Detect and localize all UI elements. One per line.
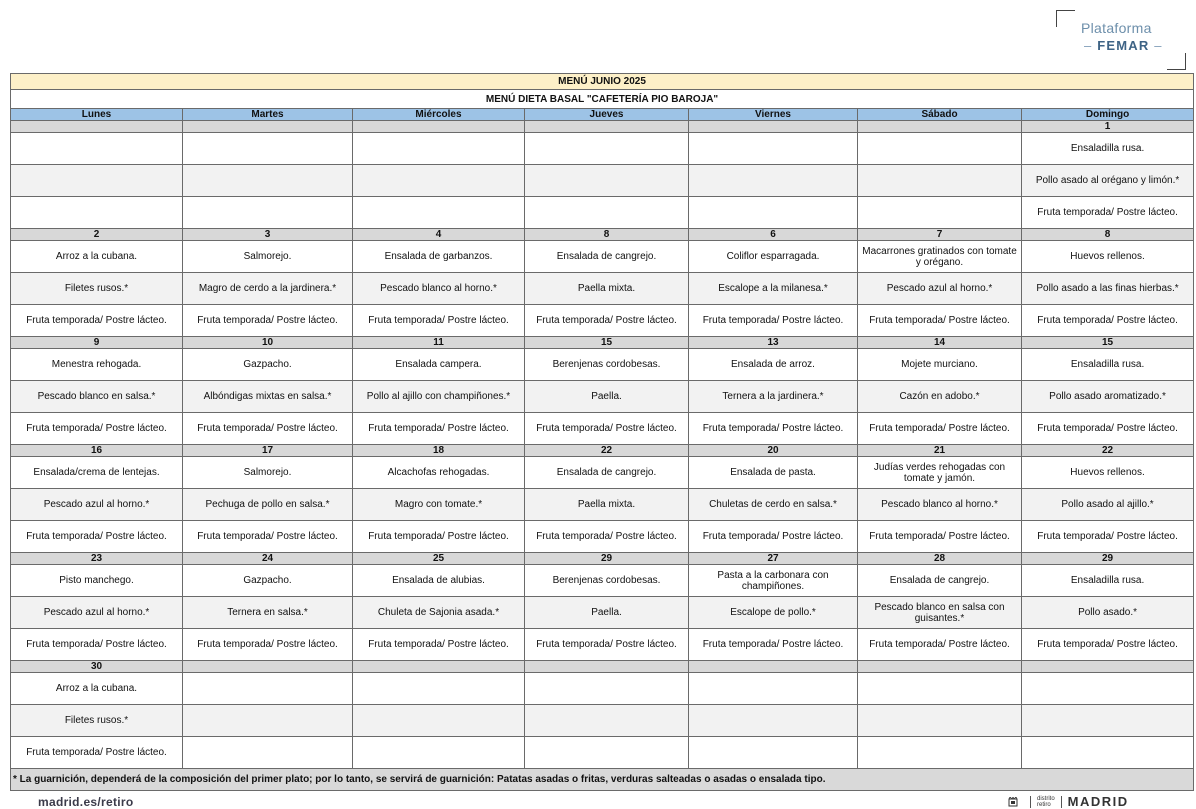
garnish-note: * La guarnición, dependerá de la composición del primer plato; por lo tanto, se servirá de guarnición: Patatas asadas o fritas, verduras salteadas o asadas o ensalada tipo. <box>11 769 1194 791</box>
garnish-note-row <box>11 769 1194 791</box>
dish-cell <box>353 165 525 197</box>
dish-cell: Fruta temporada/ Postre lácteo. <box>525 413 689 445</box>
dish-cell: Macarrones gratinados con tomate y orégano. <box>858 241 1022 273</box>
menu-subtitle: MENÚ DIETA BASAL "CAFETERÍA PIO BAROJA" <box>11 90 1194 109</box>
dish-cell: Ensalada de alubias. <box>353 565 525 597</box>
dish-cell: Fruta temporada/ Postre lácteo. <box>689 629 858 661</box>
dish-cell: Magro de cerdo a la jardinera.* <box>183 273 353 305</box>
date-row <box>11 445 1194 457</box>
day-number: 8 <box>1022 229 1194 241</box>
date-row <box>11 553 1194 565</box>
dish-cell: Menestra rehogada. <box>11 349 183 381</box>
dish-cell <box>183 197 353 229</box>
dish-cell: Fruta temporada/ Postre lácteo. <box>858 521 1022 553</box>
dish-cell <box>183 673 353 705</box>
dish-cell: Pollo al ajillo con champiñones.* <box>353 381 525 413</box>
day-number: 1 <box>1022 121 1194 133</box>
dish-cell <box>353 133 525 165</box>
logo-dash-right: – <box>1154 38 1163 53</box>
dish-cell <box>525 705 689 737</box>
first-course-row <box>11 457 1194 489</box>
dish-cell: Gazpacho. <box>183 349 353 381</box>
dish-cell: Fruta temporada/ Postre lácteo. <box>1022 197 1194 229</box>
dish-cell: Alcachofas rehogadas. <box>353 457 525 489</box>
day-number: 22 <box>525 445 689 457</box>
day-number <box>183 661 353 673</box>
logo-dash-left: – <box>1084 38 1093 53</box>
dish-cell: Pechuga de pollo en salsa.* <box>183 489 353 521</box>
dish-cell: Berenjenas cordobesas. <box>525 349 689 381</box>
dessert-row <box>11 737 1194 769</box>
dish-cell <box>525 673 689 705</box>
dish-cell: Fruta temporada/ Postre lácteo. <box>858 629 1022 661</box>
dish-cell: Fruta temporada/ Postre lácteo. <box>11 305 183 337</box>
day-number <box>183 121 353 133</box>
dessert-row <box>11 521 1194 553</box>
day-number: 30 <box>11 661 183 673</box>
dish-cell: Paella mixta. <box>525 489 689 521</box>
dish-cell <box>689 673 858 705</box>
dish-cell <box>689 737 858 769</box>
dish-cell <box>858 165 1022 197</box>
dish-cell: Fruta temporada/ Postre lácteo. <box>353 629 525 661</box>
dish-cell: Fruta temporada/ Postre lácteo. <box>353 305 525 337</box>
dish-cell: Pollo asado al orégano y limón.* <box>1022 165 1194 197</box>
dish-cell: Coliflor esparragada. <box>689 241 858 273</box>
dish-cell: Cazón en adobo.* <box>858 381 1022 413</box>
dish-cell: Fruta temporada/ Postre lácteo. <box>525 521 689 553</box>
dish-cell: Fruta temporada/ Postre lácteo. <box>11 737 183 769</box>
dish-cell: Pasta a la carbonara con champiñones. <box>689 565 858 597</box>
dish-cell <box>525 737 689 769</box>
day-number: 4 <box>353 229 525 241</box>
date-row <box>11 337 1194 349</box>
weekday-header: Lunes <box>11 109 183 121</box>
dish-cell: Chuleta de Sajonia asada.* <box>353 597 525 629</box>
dish-cell: Fruta temporada/ Postre lácteo. <box>1022 413 1194 445</box>
dish-cell: Fruta temporada/ Postre lácteo. <box>183 413 353 445</box>
dessert-row <box>11 197 1194 229</box>
dish-cell: Pollo asado.* <box>1022 597 1194 629</box>
dish-cell: Ensalada de arroz. <box>689 349 858 381</box>
distrito-line: distrito <box>1037 795 1055 802</box>
second-course-row <box>11 273 1194 305</box>
footer-url: madrid.es/retiro <box>38 795 134 809</box>
weekday-header-row <box>11 109 1194 121</box>
second-course-row <box>11 489 1194 521</box>
dish-cell <box>1022 737 1194 769</box>
dish-cell <box>353 737 525 769</box>
dish-cell: Ensalada de cangrejo. <box>858 565 1022 597</box>
dish-cell <box>689 165 858 197</box>
dish-cell: Arroz a la cubana. <box>11 241 183 273</box>
weekday-header: Martes <box>183 109 353 121</box>
dish-cell <box>525 197 689 229</box>
dish-cell: Fruta temporada/ Postre lácteo. <box>183 521 353 553</box>
day-number: 3 <box>183 229 353 241</box>
weekday-header: Jueves <box>525 109 689 121</box>
dish-cell: Magro con tomate.* <box>353 489 525 521</box>
dish-cell: Berenjenas cordobesas. <box>525 565 689 597</box>
dish-cell: Judías verdes rehogadas con tomate y jamón. <box>858 457 1022 489</box>
day-number: 9 <box>11 337 183 349</box>
dish-cell: Mojete murciano. <box>858 349 1022 381</box>
dish-cell: Fruta temporada/ Postre lácteo. <box>183 305 353 337</box>
dish-cell: Pescado blanco al horno.* <box>353 273 525 305</box>
dish-cell: Ternera a la jardinera.* <box>689 381 858 413</box>
dish-cell: Filetes rusos.* <box>11 273 183 305</box>
day-number: 24 <box>183 553 353 565</box>
menu-subtitle-row <box>11 90 1194 109</box>
dish-cell: Ensalada campera. <box>353 349 525 381</box>
day-number: 18 <box>353 445 525 457</box>
dish-cell <box>858 705 1022 737</box>
day-number <box>858 121 1022 133</box>
day-number: 27 <box>689 553 858 565</box>
logo-line-plataforma: Plataforma <box>1081 20 1152 36</box>
dish-cell <box>11 197 183 229</box>
dish-cell: Escalope a la milanesa.* <box>689 273 858 305</box>
dish-cell: Ensalada de garbanzos. <box>353 241 525 273</box>
day-number: 7 <box>858 229 1022 241</box>
footer-separator <box>1061 796 1062 808</box>
dish-cell: Paella mixta. <box>525 273 689 305</box>
date-row <box>11 661 1194 673</box>
day-number: 17 <box>183 445 353 457</box>
dish-cell <box>11 133 183 165</box>
day-number: 6 <box>689 229 858 241</box>
dish-cell <box>525 133 689 165</box>
dish-cell: Filetes rusos.* <box>11 705 183 737</box>
logo-corner-bottom-right <box>1167 53 1186 70</box>
dish-cell: Salmorejo. <box>183 457 353 489</box>
logo-corner-top-left <box>1056 10 1075 27</box>
weekday-header: Domingo <box>1022 109 1194 121</box>
day-number <box>689 121 858 133</box>
date-row <box>11 121 1194 133</box>
dish-cell <box>689 197 858 229</box>
dessert-row <box>11 305 1194 337</box>
dish-cell <box>689 133 858 165</box>
dish-cell: Fruta temporada/ Postre lácteo. <box>525 629 689 661</box>
weekday-header: Viernes <box>689 109 858 121</box>
menu-title-row <box>11 74 1194 90</box>
dish-cell: Pollo asado al ajillo.* <box>1022 489 1194 521</box>
first-course-row <box>11 673 1194 705</box>
dish-cell <box>183 737 353 769</box>
dish-cell: Fruta temporada/ Postre lácteo. <box>858 413 1022 445</box>
dish-cell: Pescado azul al horno.* <box>11 489 183 521</box>
dish-cell: Paella. <box>525 597 689 629</box>
dish-cell: Ensalada/crema de lentejas. <box>11 457 183 489</box>
dessert-row <box>11 413 1194 445</box>
dish-cell: Albóndigas mixtas en salsa.* <box>183 381 353 413</box>
madrid-crest-icon <box>1008 797 1018 807</box>
footer-separator <box>1030 796 1031 808</box>
first-course-row <box>11 133 1194 165</box>
day-number: 20 <box>689 445 858 457</box>
day-number <box>689 661 858 673</box>
dish-cell <box>858 197 1022 229</box>
dish-cell <box>525 165 689 197</box>
dish-cell <box>1022 705 1194 737</box>
dish-cell: Pollo asado aromatizado.* <box>1022 381 1194 413</box>
dish-cell: Fruta temporada/ Postre lácteo. <box>1022 305 1194 337</box>
dish-cell <box>11 165 183 197</box>
second-course-row <box>11 705 1194 737</box>
weekday-header: Sábado <box>858 109 1022 121</box>
first-course-row <box>11 241 1194 273</box>
dish-cell: Pisto manchego. <box>11 565 183 597</box>
dish-cell <box>353 705 525 737</box>
first-course-row <box>11 349 1194 381</box>
dish-cell: Fruta temporada/ Postre lácteo. <box>11 521 183 553</box>
dish-cell: Escalope de pollo.* <box>689 597 858 629</box>
dish-cell: Fruta temporada/ Postre lácteo. <box>1022 521 1194 553</box>
dish-cell: Huevos rellenos. <box>1022 457 1194 489</box>
day-number: 15 <box>525 337 689 349</box>
menu-table <box>10 73 1194 791</box>
dish-cell: Ensalada de cangrejo. <box>525 457 689 489</box>
dish-cell: Fruta temporada/ Postre lácteo. <box>858 305 1022 337</box>
dish-cell: Huevos rellenos. <box>1022 241 1194 273</box>
second-course-row <box>11 381 1194 413</box>
day-number <box>525 661 689 673</box>
day-number: 10 <box>183 337 353 349</box>
day-number <box>353 661 525 673</box>
dish-cell: Chuletas de cerdo en salsa.* <box>689 489 858 521</box>
second-course-row <box>11 597 1194 629</box>
day-number <box>1022 661 1194 673</box>
dish-cell <box>858 133 1022 165</box>
dish-cell: Pescado blanco en salsa con guisantes.* <box>858 597 1022 629</box>
weekday-header: Miércoles <box>353 109 525 121</box>
day-number: 29 <box>525 553 689 565</box>
day-number: 25 <box>353 553 525 565</box>
logo-line-femar <box>1084 38 1163 53</box>
dessert-row <box>11 629 1194 661</box>
dish-cell: Fruta temporada/ Postre lácteo. <box>689 413 858 445</box>
day-number: 2 <box>11 229 183 241</box>
dish-cell: Gazpacho. <box>183 565 353 597</box>
dish-cell: Fruta temporada/ Postre lácteo. <box>183 629 353 661</box>
dish-cell <box>689 705 858 737</box>
dish-cell: Pescado blanco en salsa.* <box>11 381 183 413</box>
dish-cell: Fruta temporada/ Postre lácteo. <box>11 629 183 661</box>
dish-cell: Ensaladilla rusa. <box>1022 133 1194 165</box>
dish-cell <box>353 197 525 229</box>
dish-cell: Salmorejo. <box>183 241 353 273</box>
dish-cell: Pollo asado a las finas hierbas.* <box>1022 273 1194 305</box>
dish-cell: Pescado azul al horno.* <box>11 597 183 629</box>
day-number: 15 <box>1022 337 1194 349</box>
retiro-line: retiro <box>1037 801 1051 808</box>
day-number: 16 <box>11 445 183 457</box>
day-number: 29 <box>1022 553 1194 565</box>
dish-cell <box>183 165 353 197</box>
dish-cell: Arroz a la cubana. <box>11 673 183 705</box>
day-number: 8 <box>525 229 689 241</box>
dish-cell <box>1022 673 1194 705</box>
dish-cell <box>353 673 525 705</box>
madrid-footer-logo <box>1008 794 1129 809</box>
dish-cell: Fruta temporada/ Postre lácteo. <box>1022 629 1194 661</box>
menu-title: MENÚ JUNIO 2025 <box>11 74 1194 90</box>
dish-cell: Pescado blanco al horno.* <box>858 489 1022 521</box>
day-number <box>11 121 183 133</box>
dish-cell: Fruta temporada/ Postre lácteo. <box>689 521 858 553</box>
plataforma-femar-logo <box>1056 10 1188 70</box>
date-row <box>11 229 1194 241</box>
dish-cell <box>183 133 353 165</box>
day-number: 28 <box>858 553 1022 565</box>
second-course-row <box>11 165 1194 197</box>
dish-cell: Fruta temporada/ Postre lácteo. <box>353 521 525 553</box>
dish-cell: Pescado azul al horno.* <box>858 273 1022 305</box>
dish-cell <box>858 737 1022 769</box>
day-number: 22 <box>1022 445 1194 457</box>
day-number <box>353 121 525 133</box>
day-number: 14 <box>858 337 1022 349</box>
dish-cell: Fruta temporada/ Postre lácteo. <box>689 305 858 337</box>
dish-cell: Ensaladilla rusa. <box>1022 349 1194 381</box>
day-number <box>525 121 689 133</box>
first-course-row <box>11 565 1194 597</box>
dish-cell: Ensalada de pasta. <box>689 457 858 489</box>
dish-cell: Ensalada de cangrejo. <box>525 241 689 273</box>
dish-cell: Fruta temporada/ Postre lácteo. <box>353 413 525 445</box>
dish-cell: Fruta temporada/ Postre lácteo. <box>525 305 689 337</box>
dish-cell: Paella. <box>525 381 689 413</box>
day-number: 21 <box>858 445 1022 457</box>
distrito-retiro-label <box>1037 796 1055 808</box>
dish-cell: Ensaladilla rusa. <box>1022 565 1194 597</box>
dish-cell: Ternera en salsa.* <box>183 597 353 629</box>
day-number: 11 <box>353 337 525 349</box>
dish-cell <box>183 705 353 737</box>
day-number: 23 <box>11 553 183 565</box>
day-number: 13 <box>689 337 858 349</box>
madrid-wordmark: MADRID <box>1067 794 1129 809</box>
day-number <box>858 661 1022 673</box>
dish-cell: Fruta temporada/ Postre lácteo. <box>11 413 183 445</box>
dish-cell <box>858 673 1022 705</box>
logo-femar-text: FEMAR <box>1097 38 1150 53</box>
